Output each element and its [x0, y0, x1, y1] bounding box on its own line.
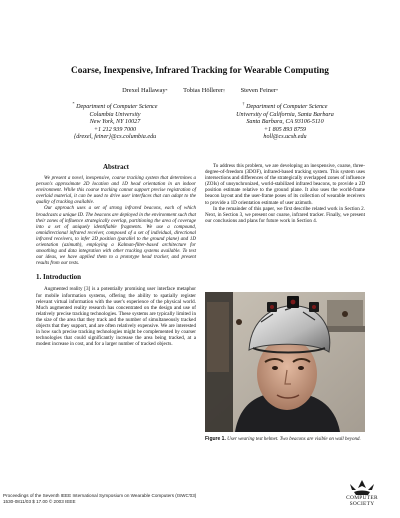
abstract-heading: Abstract	[102, 163, 130, 171]
right-paragraph-1: To address this problem, we are developing an inexpensive, coarse, three-degree-of-freedom (3DOF), infrared-based tracking system. This system uses intersections and differences of the strategically overlapped zones of influence (ZOIs) of unsynchronized, world-stabilized infrared beacons, to provide a 2D position estimate relative to the ground plane. It also uses the world-frame beacon layout and the user-frame poses of its collection of wearable receivers to provide a 1D orientation estimate of user azimuth.	[205, 163, 365, 206]
paper-title: Coarse, Inexpensive, Infrared Tracking for Wearable Computing	[71, 66, 329, 76]
figure-1-photo	[205, 292, 365, 432]
affiliation-right-mark: †	[242, 101, 245, 106]
affiliation-left-mark: *	[72, 101, 75, 106]
intro-paragraph-1: Augmented reality [3] is a potentially promising user interface metaphor for mobile information systems, offering the ability to spatially register relevant virtual information with the user's experience of the physical world. Much augmented reality research has concentrated on the design and use of relatively precise tracking technologies. These systems are typically limited in the size of the area that they track and the number of simultaneously tracked objects that they support, and are often relatively expensive. We are interested in how such precise tracking technologies might be complemented by coarser technologies that could significantly increase the area being tracked, at a modest increase in cost, and for a larger number of tracked objects.	[36, 286, 196, 348]
right-column	[205, 163, 365, 224]
affiliation-right-org: University of California, Santa Barbara	[236, 111, 334, 118]
affiliation-right-email: holl@cs.ucsb.edu	[263, 134, 307, 141]
author-2	[183, 87, 225, 94]
logo-wordmark	[335, 496, 389, 508]
author-1-name: Drexel Hallaway	[122, 87, 166, 94]
right-paragraph-2: In the remainder of this paper, we first describe related work in Section 2. Next, in Section 3, we present our coarse, infrared tracker. Finally, we present our conclusions and plans for future work in Section 4.	[205, 205, 365, 224]
intro-body	[36, 286, 196, 347]
author-3	[241, 87, 278, 94]
affiliation-ucsb	[200, 100, 370, 142]
figure-label: Figure 1.	[205, 436, 226, 442]
abstract-paragraph-1: We present a novel, inexpensive, coarse tracking system that determines a person's approximate 2D location and 1D head orientation in an indoor environment. While this coarse tracking cannot support precise registration of overlaid material, it can be used to drive user interfaces that can adapt to the quality of tracking available.	[36, 176, 196, 206]
author-list	[30, 87, 370, 95]
affiliation-right-dept: Department of Computer Science	[246, 104, 328, 111]
figure-caption-text: User wearing test helmet. Two beacons are visible on wall beyond.	[227, 437, 361, 442]
proceedings-footer	[3, 493, 196, 505]
intro-heading: 1. Introduction	[36, 273, 81, 282]
author-1-mark: *	[165, 88, 168, 93]
affiliation-left-city: New York, NY 10027	[89, 119, 141, 126]
affiliation-left-email: {drexel, feiner}@cs.columbia.edu	[73, 134, 157, 141]
affiliation-right-phone: +1 805 893 8759	[263, 126, 307, 133]
affiliation-right-city: Santa Barbara, CA 93106-5110	[246, 119, 324, 126]
affiliation-left-org: Columbia University	[89, 111, 141, 118]
footer-copyright-line: 1530-0811/03 $ 17.00 © 2003 IEEE	[3, 499, 76, 504]
author-1	[122, 87, 167, 94]
helmet-photo-image	[205, 292, 365, 432]
affiliation-left-dept: Department of Computer Science	[76, 104, 158, 111]
figure-1-caption	[205, 436, 365, 443]
footer-proceedings-line: Proceedings of the Seventh IEEE International Symposium on Wearable Computers (ISWC'03)	[3, 493, 197, 498]
right-column-body	[205, 163, 365, 224]
logo-line-computer: COMPUTER	[346, 495, 378, 501]
left-column	[36, 163, 196, 347]
logo-line-society: SOCIETY	[349, 500, 375, 507]
abstract-paragraph-2: Our approach uses a set of strong infrared beacons, each of which broadcasts a unique ID. The beacons are deployed in the environment such that their zones of influence strategically overlap, partitioning the area of coverage into a set of uniquely identifiable fragments. We use a compound, omnidirectional infrared receiver, composed of a set of individual, directional infrared receivers, to infer 2D position (parallel to the ground plane) and 1D orientation (azimuth), employing a Kalman-filter-based architecture for smoothing and data integration with other tracking systems available. To test our ideas, we have applied them to a prototype head tracker, and present results from our tests.	[36, 206, 196, 267]
author-3-name: Steven Feiner	[240, 87, 276, 94]
author-3-mark: *	[275, 88, 278, 93]
author-2-name: Tobias Höllerer	[183, 87, 223, 94]
abstract-body	[36, 176, 196, 267]
author-2-mark: †	[223, 88, 225, 93]
affiliation-left-phone: +1 212 939 7000	[93, 126, 137, 133]
affiliation-columbia	[30, 100, 200, 142]
